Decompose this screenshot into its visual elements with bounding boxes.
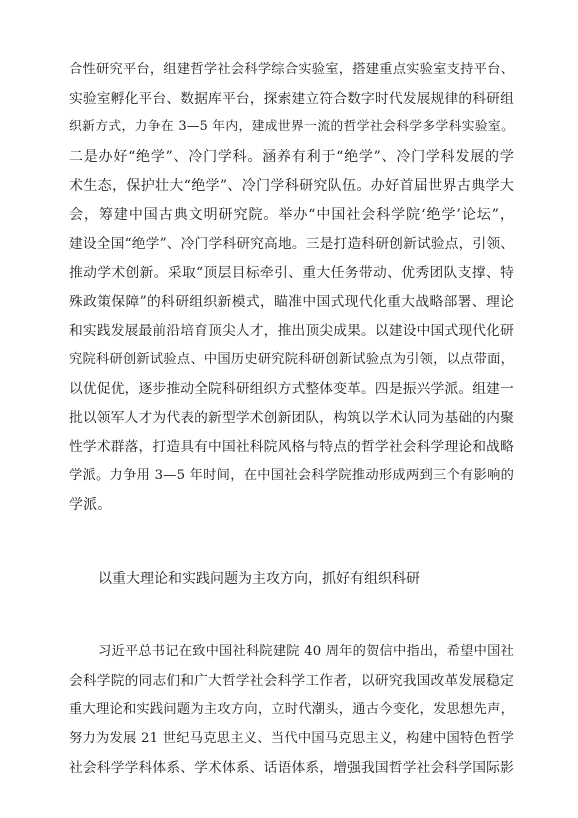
- paragraph-line: 合性研究平台，组建哲学社会科学综合实验室，搭建重点实验室支持平台、: [69, 62, 514, 77]
- paragraph-line: 建设全国“绝学”、冷门学科研究高地。三是打造科研创新试验点，引领、: [69, 236, 515, 252]
- paragraph-line: 会，筹建中国古典文明研究院。举办“中国社会科学院‘绝学’论坛”，: [69, 207, 514, 223]
- paragraph-line: 术生态，保护壮大“绝学”、冷门学科研究队伍。办好首届世界古典学大: [69, 178, 514, 194]
- paragraph-line: 和实践发展最前沿培育顶尖人才，推出顶尖成果。以建设中国式现代化研: [69, 323, 514, 339]
- paragraph-line: 学派。: [69, 497, 112, 513]
- paragraph-line: 织新方式，力争在 3—5 年内，建成世界一流的哲学社会科学多学科实验室。: [69, 119, 514, 134]
- paragraph-line: 重大理论和实践问题为主攻方向，立时代潮头，通古今变化，发思想先声，: [69, 702, 514, 717]
- paragraph-line: 学派。力争用 3—5 年时间，在中国社会科学院推动形成两到三个有影响的: [69, 468, 514, 483]
- paragraph-line: 究院科研创新试验点、中国历史研究院科研创新试验点为引领，以点带面，: [69, 352, 514, 367]
- paragraph-line: 性学术群落，打造具有中国社科院风格与特点的哲学社会科学理论和战略: [69, 439, 514, 455]
- paragraph-line: 推动学术创新。采取“顶层目标牵引、重大任务带动、优秀团队支撑、特: [69, 265, 514, 281]
- paragraph-line: 实验室孵化平台、数据库平台，探索建立符合数字时代发展规律的科研组: [69, 91, 514, 107]
- paragraph-line: 殊政策保障”的科研组织新模式，瞄准中国式现代化重大战略部署、理论: [69, 294, 514, 310]
- paragraph-line: 会科学院的同志们和广大哲学社会科学工作者，以研究我国改革发展稳定: [69, 673, 514, 689]
- section-heading: 以重大理论和实践问题为主攻方向，抓好有组织科研: [98, 571, 420, 587]
- paragraph-line: 批以领军人才为代表的新型学术创新团队，构筑以学术认同为基础的内聚: [69, 410, 514, 426]
- paragraph-line: 社会科学学科体系、学术体系、话语体系，增强我国哲学社会科学国际影: [69, 760, 514, 776]
- paragraph-line: 二是办好“绝学”、冷门学科。涵养有利于“绝学”、冷门学科发展的学: [69, 149, 514, 165]
- paragraph-line: 努力为发展 21 世纪马克思主义、当代中国马克思主义，构建中国特色哲学: [69, 731, 514, 746]
- paragraph-line: 习近平总书记在致中国社科院建院 40 周年的贺信中指出，希望中国社: [98, 644, 514, 659]
- paragraph-line: 以优促优，逐步推动全院科研组织方式整体变革。四是振兴学派。组建一: [69, 381, 514, 397]
